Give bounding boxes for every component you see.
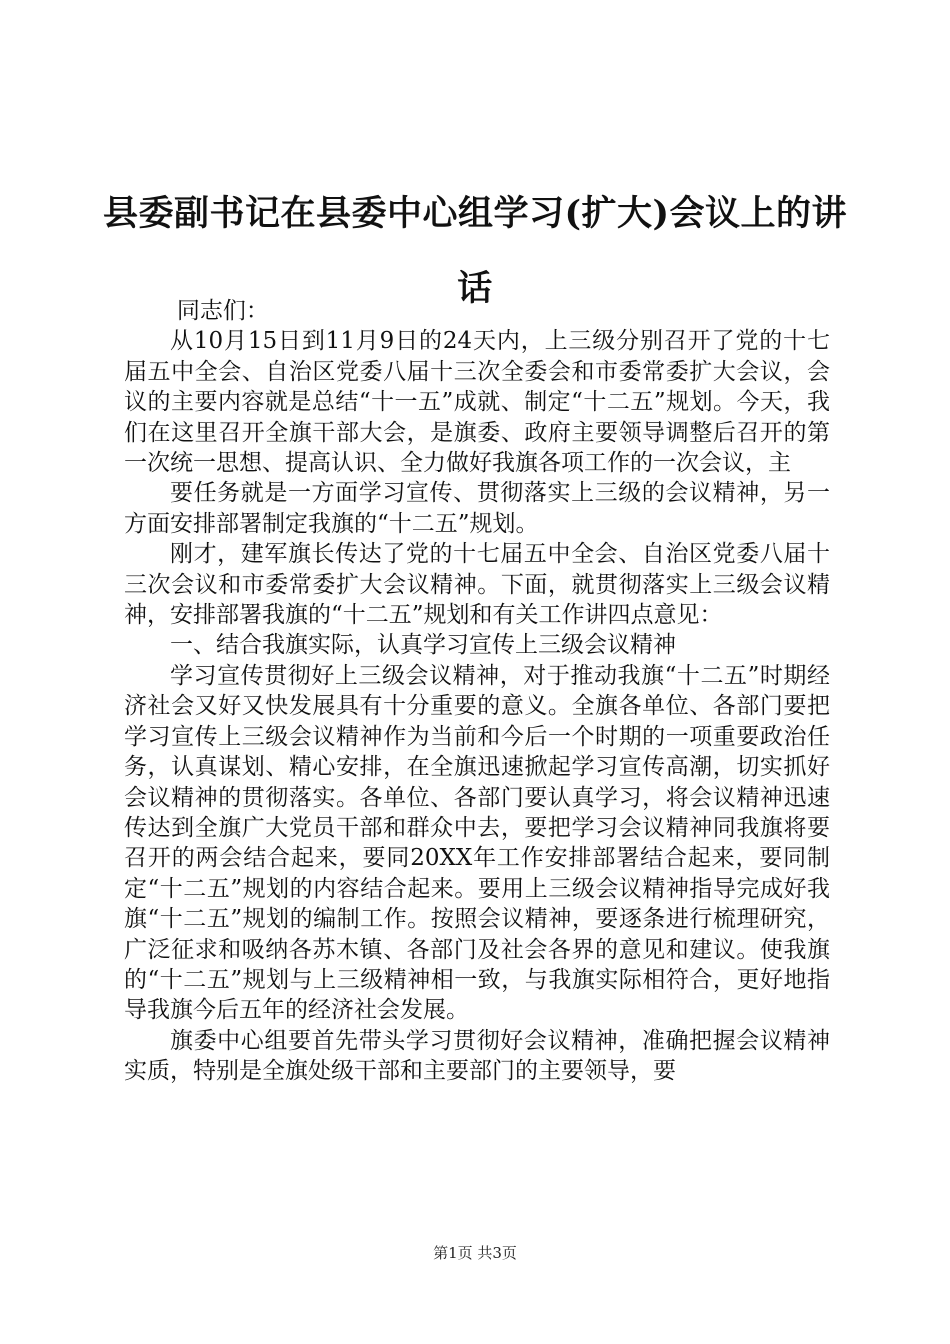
body-paragraph-1: 从10月15日到11月9日的24天内，上三级分别召开了党的十七届五中全会、自治区党委八届十三次全委会和市委常委扩大会议，会议的主要内容就是总结“十一五”成就、制定“十二五”规划。今天，我们在这里召开全旗干部大会，是旗委、政府主要领导调整后召开的第一次统一思想、提高认识、全力做好我旗各项工作的一次会议，主	[124, 328, 830, 477]
page-number: 第1页 共3页	[433, 1244, 517, 1262]
body-paragraph-6: 旗委中心组要首先带头学习贯彻好会议精神，准确把握会议精神实质，特别是全旗处级干部和主要部门的主要领导，要	[124, 1027, 830, 1085]
document-title: 县委副书记在县委中心组学习(扩大)会议上的讲话	[102, 193, 848, 309]
salutation-paragraph: 同志们：	[176, 298, 269, 324]
section-heading-1: 一、结合我旗实际，认真学习宣传上三级会议精神	[170, 632, 676, 659]
body-paragraph-2: 要任务就是一方面学习宣传、贯彻落实上三级的会议精神，另一方面安排部署制定我旗的“十二五”规划。	[124, 480, 830, 537]
document-body	[124, 296, 830, 1087]
body-paragraph-3: 刚才，建军旗长传达了党的十七届五中全会、自治区党委八届十三次会议和市委常委扩大会议精神。下面，就贯彻落实上三级会议精神，安排部署我旗的“十二五”规划和有关工作讲四点意见：	[124, 541, 830, 629]
body-paragraph-5: 学习宣传贯彻好上三级会议精神，对于推动我旗“十二五”时期经济社会又好又快发展具有十分重要的意义。全旗各单位、各部门要把学习宣传上三级会议精神作为当前和今后一个时期的一项重要政治任务，认真谋划、精心安排，在全旗迅速掀起学习宣传高潮，切实抓好会议精神的贯彻落实。各单位、各部门要认真学习，将会议精神迅速传达到全旗广大党员干部和群众中去，要把学习会议精神同我旗将要召开的两会结合起来，要同20XX年工作安排部署结合起来，要同制定“十二五”规划的内容结合起来。要用上三级会议精神指导完成好我旗“十二五”规划的编制工作。按照会议精神，要逐条进行梳理研究，广泛征求和吸纳各苏木镇、各部门及社会各界的意见和建议。使我旗的“十二五”规划与上三级精神相一致，与我旗实际相符合，更好地指导我旗今后五年的经济社会发展。	[124, 662, 830, 1024]
